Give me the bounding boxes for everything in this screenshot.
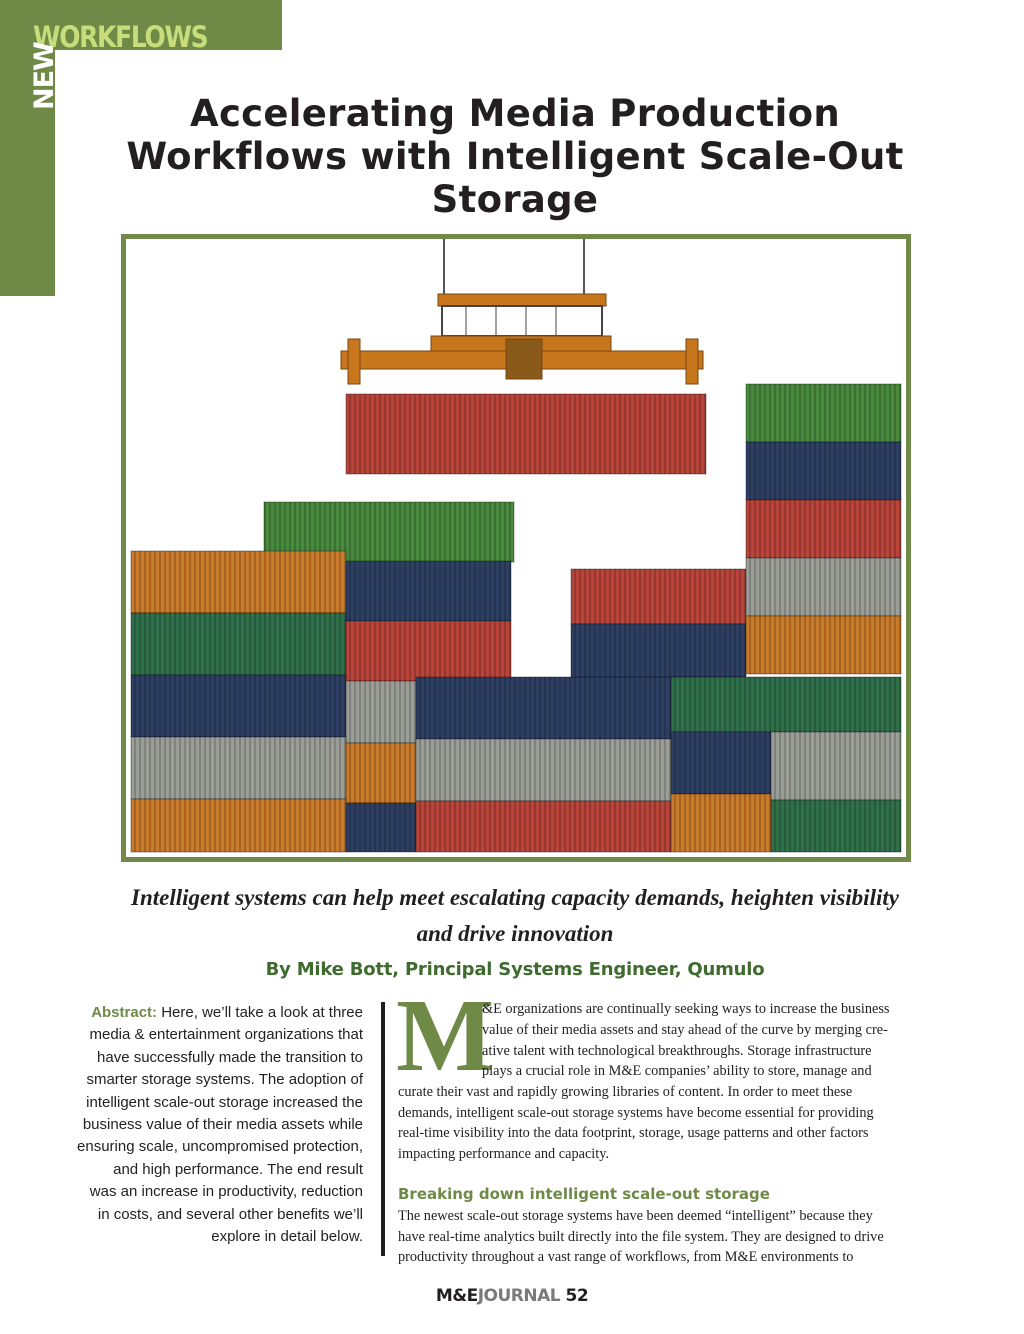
body-line: value of their media assets and stay ahead of the curve by merging cre- [482,1022,888,1038]
container-ribbing [131,675,346,737]
container-ribbing [671,677,901,732]
container-ribbing [671,732,771,794]
container-ribbing [771,800,901,852]
abstract-line: ensuring scale, uncompromised protection, [77,1138,363,1156]
container-ribbing [746,384,901,442]
container-ribbing [346,743,416,803]
abstract-line: Here, we’ll take a look at three [161,1004,363,1021]
container-ribbing [346,561,511,621]
body-line: productivity throughout a vast range of workflows, from M&E environments to [398,1249,854,1265]
abstract-line: have successfully made the transition to [97,1048,363,1066]
container-ribbing [746,616,901,674]
container-ribbing [131,799,346,852]
abstract-line: in costs, and several other benefits we’ll [97,1205,363,1223]
container-ribbing [346,803,416,852]
container-ribbing [746,442,901,500]
container-ribbing [746,500,901,558]
container-ribbing [346,394,706,474]
container-ribbing [671,794,771,852]
body-line: demands, intelligent scale-out storage systems have become essential for providing [398,1105,874,1121]
abstract-line: explore in detail below. [211,1228,363,1246]
abstract-line: intelligent scale-out storage increased the [86,1093,363,1111]
container-ribbing [771,732,901,800]
container-ribbing [571,569,746,624]
container-ribbing [131,737,346,799]
abstract-line: smarter storage systems. The adoption of [86,1071,363,1089]
container-ribbing [346,681,416,743]
abstract-line: media & entertainment organizations that [89,1026,363,1044]
body-line: ative talent with technological breakthroughs. Storage infrastructure [482,1043,872,1059]
footer-brand: M&E [435,1286,478,1306]
body-line: real-time visibility into the data footprint, storage, usage patterns and other factors [398,1125,869,1141]
article-deck: Intelligent systems can help meet escalating capacity demands, heighten visibility and drive innovation [131,885,899,946]
container-ribbing [416,801,671,852]
hero-image [121,234,911,862]
abstract-label: Abstract: [91,1004,158,1021]
section-subhead: Breaking down intelligent scale-out storage [398,1185,770,1203]
container-ribbing [571,624,746,677]
abstract-line: was an increase in productivity, reduction [89,1183,363,1201]
section-label: WORKFLOWS [33,20,208,54]
abstract-line: and high performance. The end result [113,1160,363,1178]
container-ribbing [131,551,346,613]
body-line: plays a crucial role in M&E companies’ ability to store, manage and [482,1063,872,1079]
container-ribbing [346,621,511,681]
column-divider [381,1002,385,1256]
shipping-containers-photo [126,239,906,857]
body-line: have real-time analytics built directly into the file system. They are designed to drive [398,1229,884,1245]
container-ribbing [746,558,901,616]
section-vertical-label: NEW [29,42,60,110]
container-ribbing [416,739,671,801]
abstract-line: business value of their media assets while [82,1116,363,1134]
drop-cap: M [396,978,495,1093]
body-line: impacting performance and capacity. [398,1146,610,1162]
container-ribbing [416,677,671,739]
body-line: curate their vast and rapidly growing libraries of content. In order to meet these [398,1084,853,1100]
container-ribbing [131,613,346,675]
crane-spreader [341,239,703,384]
footer-journal: JOURNAL [477,1286,561,1306]
abstract [36,1002,363,1248]
page-footer [0,1284,1024,1308]
body-line: &E organizations are continually seeking ways to increase the business [482,1001,890,1017]
page-number: 52 [565,1286,589,1306]
article-title: Accelerating Media Production Workflows with Intelligent Scale-Out Storage [126,92,904,221]
body-line: The newest scale-out storage systems have been deemed “intelligent” because they [398,1208,873,1224]
article-byline: By Mike Bott, Principal Systems Engineer, Qumulo [265,959,765,980]
